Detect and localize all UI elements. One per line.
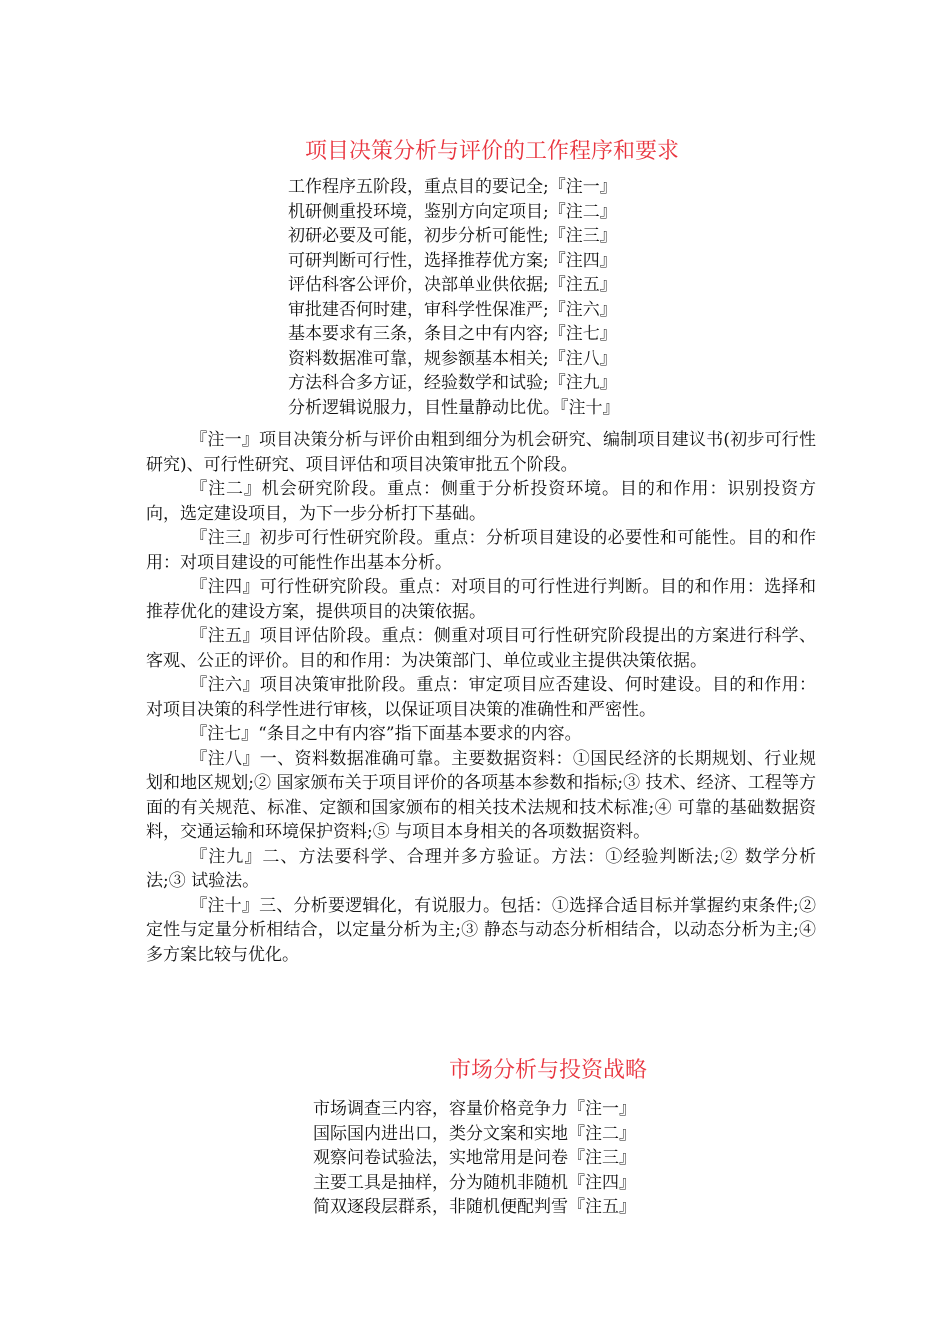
verse-line: 可研判断可行性，选择推荐优方案;『注四』 xyxy=(288,250,617,271)
verse-line: 机研侧重投环境，鉴别方向定项目;『注二』 xyxy=(288,201,617,222)
verse-line: 资料数据准可靠，规参额基本相关;『注八』 xyxy=(288,348,617,369)
note-paragraph: 『注六』项目决策审批阶段。重点：审定项目应否建设、何时建设。目的和作用：对项目决策的科学性进行审核，以保证项目决策的准确性和严密性。 xyxy=(146,675,816,720)
verse-line: 方法科合多方证，经验数学和试验;『注九』 xyxy=(288,373,617,393)
section2-verse xyxy=(313,1097,636,1220)
verse-line: 观察问卷试验法，实地常用是问卷『注三』 xyxy=(313,1148,636,1168)
note-paragraph: 『注三』初步可行性研究阶段。重点：分析项目建设的必要性和可能性。目的和作用：对项目建设的可能性作出基本分析。 xyxy=(146,528,816,573)
note-paragraph: 『注九』二、方法要科学、合理并多方验证。方法：①经验判断法;② 数学分析法;③ 试验法。 xyxy=(146,846,816,891)
section1-title: 项目决策分析与评价的工作程序和要求 xyxy=(304,139,679,164)
note-paragraph: 『注七』“条目之中有内容”指下面基本要求的内容。 xyxy=(190,724,582,744)
verse-line: 审批建否何时建，审科学性保准严;『注六』 xyxy=(288,299,617,320)
verse-line: 国际国内进出口，类分文案和实地『注二』 xyxy=(313,1123,636,1144)
section1-notes xyxy=(146,428,816,967)
note-paragraph: 『注一』项目决策分析与评价由粗到细分为机会研究、编制项目建议书(初步可行性研究)、可行性研究、项目评估和项目决策审批五个阶段。 xyxy=(146,430,816,475)
section2-title: 市场分析与投资战略 xyxy=(448,1058,647,1083)
verse-line: 评估科客公评价，决部单业供依据;『注五』 xyxy=(288,275,617,295)
verse-line: 简双逐段层群系，非随机便配判雪『注五』 xyxy=(313,1197,636,1217)
note-paragraph: 『注五』项目评估阶段。重点：侧重对项目可行性研究阶段提出的方案进行科学、客观、公正的评价。目的和作用：为决策部门、单位或业主提供决策依据。 xyxy=(146,626,816,671)
note-paragraph: 『注二』机会研究阶段。重点：侧重于分析投资环境。目的和作用：识别投资方向，选定建设项目，为下一步分析打下基础。 xyxy=(146,479,816,524)
note-paragraph: 『注四』可行性研究阶段。重点：对项目的可行性进行判断。目的和作用：选择和推荐优化的建设方案，提供项目的决策依据。 xyxy=(146,577,816,622)
verse-line: 工作程序五阶段，重点目的要记全;『注一』 xyxy=(288,177,617,197)
note-paragraph: 『注八』一、资料数据准确可靠。主要数据资料：①国民经济的长期规划、行业规划和地区规划;② 国家颁布关于项目评价的各项基本参数和指标;③ 技术、经济、工程等方面的有关规范、标准、定额和国家颁布的相关技术法规和技术标准;④ 可靠的基础数据资料，交通运输和环境保护资料;⑤ 与项目本身相关的各项数据资料。 xyxy=(146,748,816,842)
verse-line: 主要工具是抽样，分为随机非随机『注四』 xyxy=(313,1172,636,1193)
verse-line: 基本要求有三条，条目之中有内容;『注七』 xyxy=(288,324,617,344)
verse-line: 初研必要及可能，初步分析可能性;『注三』 xyxy=(288,226,617,246)
note-paragraph: 『注十』三、分析要逻辑化，有说服力。包括：①选择合适目标并掌握约束条件;② 定性与定量分析相结合，以定量分析为主;③ 静态与动态分析相结合，以动态分析为主;④ 多方案比较与优化。 xyxy=(146,895,816,965)
verse-line: 市场调查三内容，容量价格竞争力『注一』 xyxy=(313,1099,636,1119)
verse-line: 分析逻辑说服力，目性量静动比优。『注十』 xyxy=(288,397,620,418)
section1-verse xyxy=(288,175,620,420)
